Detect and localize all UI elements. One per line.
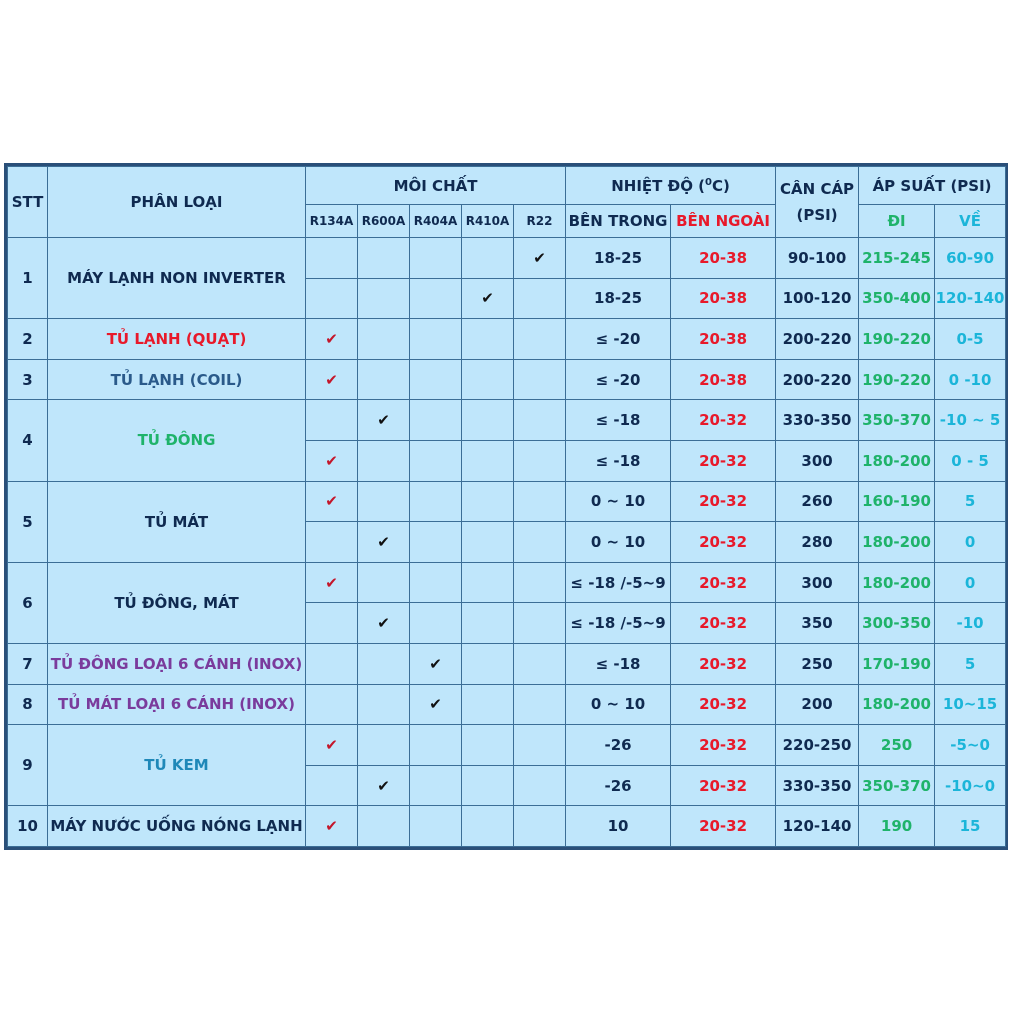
- refrigerant-cell-r404a: [410, 643, 462, 684]
- refrigerant-cell-r600a: [358, 765, 410, 806]
- refrigerant-cell-r404a: [410, 725, 462, 766]
- temp-outside: 20-32: [671, 400, 776, 441]
- pressure-ve: 0: [935, 562, 1006, 603]
- category-name: TỦ KEM: [48, 725, 306, 806]
- refrigerant-cell-r404a: [410, 765, 462, 806]
- header-ben-ngoai: BÊN NGOÀI: [671, 205, 776, 238]
- refrigerant-cell-r22: [514, 765, 566, 806]
- temp-outside: 20-32: [671, 684, 776, 725]
- refrigerant-cell-r600a: [358, 359, 410, 400]
- can-cap-value: 200-220: [776, 319, 859, 360]
- pressure-ve: 0 - 5: [935, 440, 1006, 481]
- nhiet-do-suffix: C): [712, 176, 730, 195]
- refrigerant-cell-r404a: [410, 359, 462, 400]
- stt-cell: 10: [8, 806, 48, 847]
- refrigerant-cell-r600a: [358, 643, 410, 684]
- refrigerant-cell-r600a: [358, 481, 410, 522]
- header-stt: STT: [8, 167, 48, 238]
- category-name: TỦ MÁT LOẠI 6 CÁNH (INOX): [48, 684, 306, 725]
- header-r410a: R410A: [462, 205, 514, 238]
- stt-cell: 9: [8, 725, 48, 806]
- temp-inside: ≤ -18 /-5~9: [566, 603, 671, 644]
- can-cap-value: 220-250: [776, 725, 859, 766]
- check-icon: ✔: [377, 532, 390, 551]
- table-row: [8, 319, 1006, 360]
- header-r134a: R134A: [306, 205, 358, 238]
- refrigerant-cell-r22: [514, 806, 566, 847]
- header-moi-chat: MÔI CHẤT: [306, 167, 566, 205]
- refrigerant-cell-r134a: [306, 643, 358, 684]
- refrigerant-cell-r410a: [462, 400, 514, 441]
- refrigerant-cell-r22: [514, 359, 566, 400]
- stt-cell: 8: [8, 684, 48, 725]
- pressure-di: 250: [859, 725, 935, 766]
- refrigerant-cell-r404a: [410, 319, 462, 360]
- refrigerant-cell-r404a: [410, 806, 462, 847]
- table-row: [8, 481, 1006, 522]
- category-name: MÁY NƯỚC UỐNG NÓNG LẠNH: [48, 806, 306, 847]
- refrigerant-cell-r22: [514, 481, 566, 522]
- stt-cell: 5: [8, 481, 48, 562]
- pressure-di: 350-370: [859, 765, 935, 806]
- temp-outside: 20-38: [671, 238, 776, 279]
- temp-outside: 20-38: [671, 319, 776, 360]
- temp-inside: 0 ~ 10: [566, 684, 671, 725]
- pressure-di: 170-190: [859, 643, 935, 684]
- refrigerant-cell-r600a: [358, 319, 410, 360]
- can-cap-value: 280: [776, 522, 859, 563]
- pressure-di: 180-200: [859, 440, 935, 481]
- temp-outside: 20-32: [671, 603, 776, 644]
- can-cap-value: 90-100: [776, 238, 859, 279]
- refrigerant-cell-r22: [514, 278, 566, 319]
- refrigerant-cell-r410a: [462, 319, 514, 360]
- stt-cell: 6: [8, 562, 48, 643]
- refrigerant-cell-r410a: [462, 522, 514, 563]
- can-cap-value: 200: [776, 684, 859, 725]
- pressure-di: 180-200: [859, 522, 935, 563]
- table-row: [8, 400, 1006, 441]
- header-phan-loai: PHÂN LOẠI: [48, 167, 306, 238]
- temp-inside: 18-25: [566, 238, 671, 279]
- category-name: TỦ ĐÔNG LOẠI 6 CÁNH (INOX): [48, 643, 306, 684]
- check-icon: ✔: [325, 573, 338, 592]
- check-icon: ✔: [429, 695, 442, 714]
- check-icon: ✔: [325, 817, 338, 836]
- refrigerant-cell-r410a: [462, 806, 514, 847]
- pressure-ve: -10~0: [935, 765, 1006, 806]
- refrigerant-cell-r22: [514, 603, 566, 644]
- nhiet-do-prefix: NHIỆT ĐỘ (: [611, 176, 706, 195]
- header-di: ĐI: [859, 205, 935, 238]
- refrigerant-cell-r600a: [358, 522, 410, 563]
- refrigerant-cell-r22: [514, 725, 566, 766]
- pressure-ve: 15: [935, 806, 1006, 847]
- table-row: [8, 684, 1006, 725]
- header-r600a: R600A: [358, 205, 410, 238]
- temp-outside: 20-38: [671, 278, 776, 319]
- refrigerant-cell-r410a: [462, 440, 514, 481]
- stt-cell: 1: [8, 238, 48, 319]
- can-cap-value: 250: [776, 643, 859, 684]
- stt-cell: 2: [8, 319, 48, 360]
- table-row: [8, 238, 1006, 279]
- header-can-cap: [776, 167, 859, 238]
- header-r22: R22: [514, 205, 566, 238]
- temp-inside: -26: [566, 725, 671, 766]
- refrigerant-cell-r600a: [358, 278, 410, 319]
- pressure-di: 215-245: [859, 238, 935, 279]
- refrigerant-cell-r600a: [358, 725, 410, 766]
- refrigerant-cell-r410a: [462, 603, 514, 644]
- refrigerant-cell-r404a: [410, 278, 462, 319]
- refrigerant-cell-r410a: [462, 238, 514, 279]
- refrigerant-cell-r410a: [462, 643, 514, 684]
- refrigerant-cell-r22: [514, 238, 566, 279]
- refrigerant-cell-r410a: [462, 725, 514, 766]
- temp-outside: 20-32: [671, 643, 776, 684]
- pressure-ve: 5: [935, 481, 1006, 522]
- refrigerant-cell-r600a: [358, 603, 410, 644]
- pressure-ve: 0 -10: [935, 359, 1006, 400]
- pressure-ve: 10~15: [935, 684, 1006, 725]
- check-icon: ✔: [429, 654, 442, 673]
- refrigerant-cell-r600a: [358, 562, 410, 603]
- temp-outside: 20-32: [671, 806, 776, 847]
- pressure-di: 350-400: [859, 278, 935, 319]
- temp-inside: 0 ~ 10: [566, 522, 671, 563]
- header-ap-suat: ÁP SUẤT (PSI): [859, 167, 1006, 205]
- refrigerant-cell-r134a: [306, 440, 358, 481]
- category-name: TỦ LẠNH (QUẠT): [48, 319, 306, 360]
- temp-inside: 10: [566, 806, 671, 847]
- refrigerant-cell-r22: [514, 684, 566, 725]
- refrigerant-cell-r134a: [306, 806, 358, 847]
- refrigerant-cell-r600a: [358, 806, 410, 847]
- refrigerant-cell-r22: [514, 400, 566, 441]
- header-ve: VỀ: [935, 205, 1006, 238]
- pressure-di: 300-350: [859, 603, 935, 644]
- header-r404a: R404A: [410, 205, 462, 238]
- can-cap-value: 200-220: [776, 359, 859, 400]
- refrigerant-cell-r600a: [358, 238, 410, 279]
- category-name: TỦ LẠNH (COIL): [48, 359, 306, 400]
- category-name: TỦ ĐÔNG: [48, 400, 306, 481]
- category-name: TỦ ĐÔNG, MÁT: [48, 562, 306, 643]
- refrigerant-cell-r600a: [358, 684, 410, 725]
- check-icon: ✔: [325, 329, 338, 348]
- table-row: [8, 806, 1006, 847]
- check-icon: ✔: [325, 492, 338, 511]
- can-cap-label: CÂN CÁP: [780, 180, 855, 198]
- temp-inside: ≤ -18: [566, 400, 671, 441]
- refrigerant-table: [4, 163, 1008, 850]
- check-icon: ✔: [377, 411, 390, 430]
- refrigerant-cell-r410a: [462, 562, 514, 603]
- refrigerant-cell-r404a: [410, 238, 462, 279]
- refrigerant-cell-r134a: [306, 522, 358, 563]
- table-row: [8, 725, 1006, 766]
- temp-outside: 20-32: [671, 562, 776, 603]
- pressure-di: 190-220: [859, 359, 935, 400]
- stt-cell: 3: [8, 359, 48, 400]
- refrigerant-cell-r134a: [306, 319, 358, 360]
- stt-cell: 7: [8, 643, 48, 684]
- pressure-di: 180-200: [859, 562, 935, 603]
- refrigerant-cell-r134a: [306, 481, 358, 522]
- refrigerant-cell-r410a: [462, 481, 514, 522]
- temp-inside: -26: [566, 765, 671, 806]
- stt-cell: 4: [8, 400, 48, 481]
- refrigerant-cell-r404a: [410, 603, 462, 644]
- temp-inside: 18-25: [566, 278, 671, 319]
- can-cap-unit: (PSI): [796, 206, 838, 224]
- pressure-di: 160-190: [859, 481, 935, 522]
- refrigerant-cell-r404a: [410, 481, 462, 522]
- check-icon: ✔: [481, 289, 494, 308]
- temp-inside: ≤ -20: [566, 319, 671, 360]
- refrigerant-cell-r410a: [462, 684, 514, 725]
- pressure-di: 350-370: [859, 400, 935, 441]
- temp-outside: 20-32: [671, 440, 776, 481]
- category-name: TỦ MÁT: [48, 481, 306, 562]
- refrigerant-cell-r134a: [306, 603, 358, 644]
- refrigerant-cell-r134a: [306, 684, 358, 725]
- can-cap-value: 350: [776, 603, 859, 644]
- check-icon: ✔: [325, 735, 338, 754]
- temp-inside: 0 ~ 10: [566, 481, 671, 522]
- temp-inside: ≤ -18 /-5~9: [566, 562, 671, 603]
- check-icon: ✔: [325, 370, 338, 389]
- check-icon: ✔: [377, 614, 390, 633]
- pressure-ve: 0-5: [935, 319, 1006, 360]
- nhiet-do-sup: 0: [705, 176, 712, 188]
- data-table: [7, 166, 1006, 847]
- refrigerant-cell-r22: [514, 522, 566, 563]
- temp-inside: ≤ -20: [566, 359, 671, 400]
- temp-inside: ≤ -18: [566, 440, 671, 481]
- refrigerant-cell-r404a: [410, 522, 462, 563]
- category-name: MÁY LẠNH NON INVERTER: [48, 238, 306, 319]
- can-cap-value: 300: [776, 562, 859, 603]
- pressure-di: 180-200: [859, 684, 935, 725]
- header-ben-trong: BÊN TRONG: [566, 205, 671, 238]
- refrigerant-cell-r404a: [410, 684, 462, 725]
- can-cap-value: 260: [776, 481, 859, 522]
- refrigerant-cell-r404a: [410, 562, 462, 603]
- header-row-1: [8, 167, 1006, 205]
- check-icon: ✔: [377, 776, 390, 795]
- can-cap-value: 330-350: [776, 400, 859, 441]
- refrigerant-cell-r22: [514, 319, 566, 360]
- pressure-di: 190: [859, 806, 935, 847]
- pressure-ve: 120-140: [935, 278, 1006, 319]
- temp-outside: 20-32: [671, 481, 776, 522]
- refrigerant-cell-r134a: [306, 765, 358, 806]
- refrigerant-cell-r600a: [358, 440, 410, 481]
- refrigerant-cell-r22: [514, 643, 566, 684]
- can-cap-value: 330-350: [776, 765, 859, 806]
- refrigerant-cell-r134a: [306, 400, 358, 441]
- temp-outside: 20-32: [671, 765, 776, 806]
- refrigerant-cell-r134a: [306, 238, 358, 279]
- temp-outside: 20-32: [671, 522, 776, 563]
- pressure-ve: -5~0: [935, 725, 1006, 766]
- refrigerant-cell-r404a: [410, 440, 462, 481]
- refrigerant-cell-r134a: [306, 562, 358, 603]
- table-body: [8, 238, 1006, 847]
- refrigerant-cell-r600a: [358, 400, 410, 441]
- refrigerant-cell-r410a: [462, 765, 514, 806]
- refrigerant-cell-r134a: [306, 725, 358, 766]
- refrigerant-cell-r134a: [306, 278, 358, 319]
- refrigerant-cell-r22: [514, 440, 566, 481]
- header-nhiet-do: [566, 167, 776, 205]
- refrigerant-cell-r410a: [462, 359, 514, 400]
- pressure-di: 190-220: [859, 319, 935, 360]
- pressure-ve: 5: [935, 643, 1006, 684]
- can-cap-value: 100-120: [776, 278, 859, 319]
- refrigerant-cell-r404a: [410, 400, 462, 441]
- can-cap-value: 120-140: [776, 806, 859, 847]
- refrigerant-cell-r410a: [462, 278, 514, 319]
- table-row: [8, 562, 1006, 603]
- temp-outside: 20-38: [671, 359, 776, 400]
- table-row: [8, 643, 1006, 684]
- pressure-ve: 0: [935, 522, 1006, 563]
- check-icon: ✔: [533, 248, 546, 267]
- check-icon: ✔: [325, 451, 338, 470]
- pressure-ve: -10: [935, 603, 1006, 644]
- pressure-ve: 60-90: [935, 238, 1006, 279]
- temp-outside: 20-32: [671, 725, 776, 766]
- table-row: [8, 359, 1006, 400]
- refrigerant-cell-r22: [514, 562, 566, 603]
- pressure-ve: -10 ~ 5: [935, 400, 1006, 441]
- refrigerant-cell-r134a: [306, 359, 358, 400]
- can-cap-value: 300: [776, 440, 859, 481]
- temp-inside: ≤ -18: [566, 643, 671, 684]
